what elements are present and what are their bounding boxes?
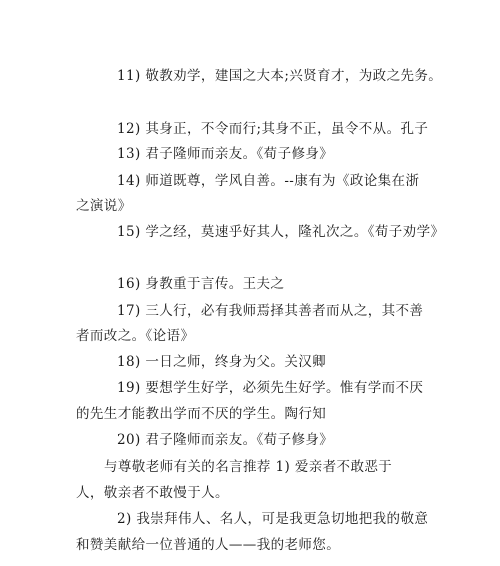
quote-line-14-cont: 之演说》	[76, 198, 132, 214]
quote-line-17: 17) 三人行，必有我师焉择其善者而从之，其不善	[117, 303, 424, 319]
quote-line-17-cont: 者而改之。《论语》	[76, 328, 195, 344]
section-item-2: 2) 我崇拜伟人、名人，可是我更急切地把我的敬意	[117, 511, 429, 527]
quote-line-15: 15) 学之经，莫速乎好其人，隆礼次之。《荀子劝学》	[117, 224, 445, 240]
quote-line-13: 13) 君子隆师而亲友。《荀子修身》	[117, 146, 334, 162]
quote-line-20: 20) 君子隆师而亲友。《荀子修身》	[117, 432, 334, 448]
quote-line-18: 18) 一日之师，终身为父。关汉卿	[117, 354, 327, 370]
quote-line-19: 19) 要想学生好学，必须先生好学。惟有学而不厌	[117, 380, 424, 396]
section-item-1-cont: 人，敬亲者不敢慢于人。	[76, 485, 229, 501]
quote-line-14: 14) 师道既尊，学风自善。--康有为《政论集在浙	[117, 173, 420, 189]
quote-line-12: 12) 其身正，不令而行;其身不正，虽令不从。孔子	[117, 121, 429, 137]
quote-line-16: 16) 身教重于言传。王夫之	[117, 276, 285, 292]
section-item-2-cont: 和赞美献给一位普通的人——我的老师您。	[76, 537, 341, 553]
section-heading-line: 与尊敬老师有关的名言推荐 1) 爱亲者不敢恶于	[104, 459, 393, 475]
quote-line-19-cont: 的先生才能教出学而不厌的学生。陶行知	[76, 406, 327, 422]
quote-line-11: 11) 敬教劝学，建国之大本;兴贤育才，为政之先务。	[117, 68, 443, 84]
